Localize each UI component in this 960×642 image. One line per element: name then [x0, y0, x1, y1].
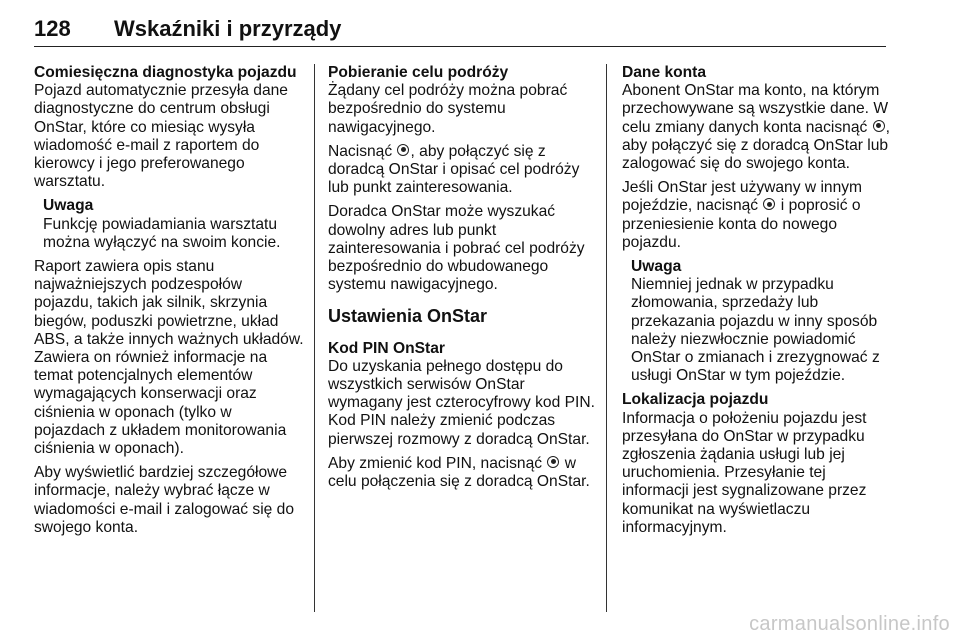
- section-heading-monthly-diagnostics: Comiesięczna diagnostyka pojazdu: [34, 64, 297, 81]
- sub-heading-pin: Kod PIN OnStar: [328, 339, 445, 357]
- paragraph: Doradca OnStar może wyszukać dowolny adres lub punkt zainteresowania i pobrać cel podróży bezpośrednio do wbudowanego systemu nawigacyjnego.: [328, 203, 585, 294]
- text: , aby połączyć się z doradcą OnStar lub zalogować się do swojego konta.: [622, 118, 890, 173]
- text: Nacisnąć: [328, 142, 393, 160]
- text: w celu połączenia się z doradcą OnStar.: [328, 454, 590, 491]
- watermark: carmanualsonline.info: [749, 613, 950, 635]
- note-box: [622, 258, 892, 385]
- paragraph: Do uzyskania pełnego dostępu do wszystkich serwisów OnStar wymagany jest czterocyfrowy kod PIN. Kod PIN należy zmienić podczas pierwszej rozmowy z doradcą OnStar.: [328, 357, 595, 448]
- onstar-button-icon: [397, 144, 409, 156]
- paragraph: Pojazd automatycznie przesyła dane diagnostyczne do centrum obsługi OnStar, które co miesiąc wysyła wiadomość e-mail z raportem do kierowcy i jego preferowanego warsztatu.: [34, 82, 288, 191]
- paragraph: [328, 143, 596, 198]
- paragraph: [328, 455, 596, 491]
- column-divider: [606, 64, 607, 612]
- onstar-button-icon: [873, 120, 885, 132]
- text: i poprosić o przeniesienie konta do nowego pojazdu.: [622, 197, 861, 251]
- text: Jeśli OnStar jest używany w innym pojeździe, nacisnąć: [622, 179, 863, 215]
- note-title: Uwaga: [43, 197, 94, 215]
- onstar-button-icon: [763, 198, 775, 210]
- column-1: [34, 64, 304, 543]
- column-3: [622, 64, 892, 543]
- paragraph: [622, 82, 892, 173]
- page-header: [34, 6, 886, 47]
- note-title: Uwaga: [631, 258, 682, 276]
- page-number: 128: [34, 16, 71, 41]
- section-heading-onstar-settings: Ustawienia OnStar: [328, 306, 488, 327]
- note-text: Funkcję powiadamiania warsztatu można wyłączyć na swoim koncie.: [43, 215, 281, 251]
- note-text: Niemniej jednak w przypadku złomowania, sprzedaży lub przekazania pojazdu w inny sposób należy niezwłocznie powiadomić OnStar o zmianach i zrezygnować z usługi OnStar w tym pojeździe.: [631, 276, 880, 385]
- paragraph: Raport zawiera opis stanu najważniejszych podzespołów pojazdu, takich jak silnik, skrzynia biegów, poduszki powietrzne, układ ABS, a także innych ważnych układów. Zawiera on również informacje na temat potencjalnych elementów wymagających konserwacji oraz ciśnienia w oponach (tylko w pojazdach z układem monitorowania ciśnienia w oponach).: [34, 258, 304, 458]
- text: , aby połączyć się z doradcą OnStar i opisać cel podróży lub punkt zainteresowania.: [328, 142, 580, 197]
- page-title: Wskaźniki i przyrządy: [114, 16, 342, 41]
- onstar-button-icon: [547, 456, 559, 468]
- paragraph: [622, 179, 892, 252]
- column-2: [328, 64, 596, 497]
- note-box: [34, 197, 304, 252]
- text: Abonent OnStar ma konto, na którym przechowywane są wszystkie dane. W celu zmiany danych konta nacisnąć: [622, 82, 889, 136]
- column-divider: [314, 64, 315, 612]
- paragraph: Żądany cel podróży można pobrać bezpośrednio do systemu nawigacyjnego.: [328, 82, 568, 136]
- paragraph: Aby wyświetlić bardziej szczegółowe informacje, należy wybrać łącze w wiadomości e-mail i zalogować się do swojego konta.: [34, 464, 295, 536]
- section-heading-destination-download: Pobieranie celu podróży: [328, 64, 509, 81]
- section-heading-vehicle-location: Lokalizacja pojazdu: [622, 391, 769, 409]
- text: Aby zmienić kod PIN, nacisnąć: [328, 454, 543, 472]
- paragraph: Informacja o położeniu pojazdu jest przesyłana do OnStar w przypadku zgłoszenia żądania usługi lub jej uruchomienia. Przesyłanie tej informacji jest sygnalizowane przez komunikat na wyświetlaczu informacyjnym.: [622, 409, 867, 536]
- section-heading-account-data: Dane konta: [622, 64, 707, 81]
